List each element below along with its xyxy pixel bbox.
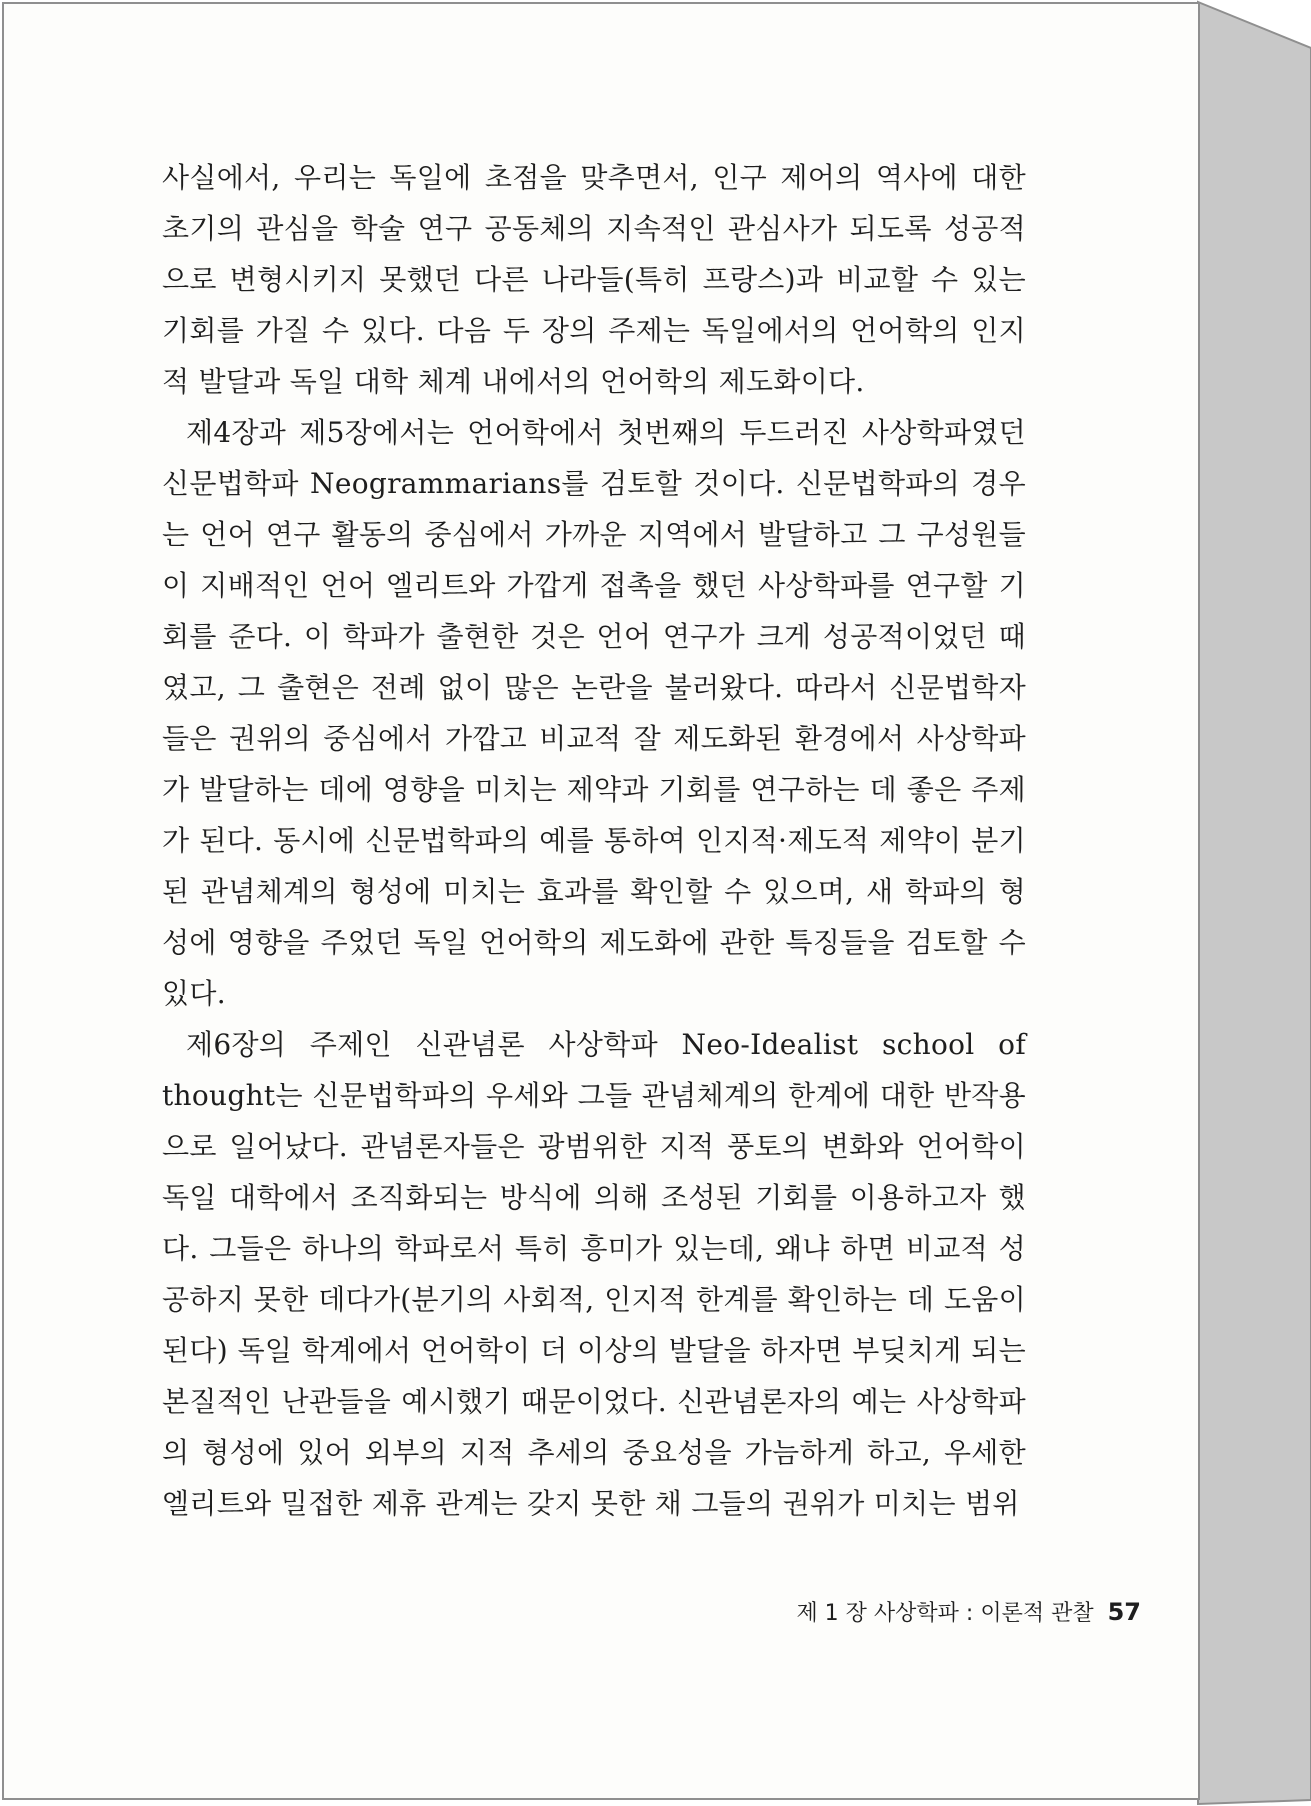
body-text — [162, 152, 1026, 1529]
paragraph-3: 제6장의 주제인 신관념론 사상학파 Neo-Idealist school of thought는 신문법학파의 우세와 그들 관념체계의 한계에 대한 반작용으로 일어났다. 관념론자들은 광범위한 지적 풍토의 변화와 언어학이 독일 대학에서 조직화되는 방식에 의해 조성된 기회를 이용하고자 했다. 그들은 하나의 학파로서 특히 흥미가 있는데, 왜냐 하면 비교적 성공하지 못한 데다가(분기의 사회적, 인지적 한계를 확인하는 데 도움이 된다) 독일 학계에서 언어학이 더 이상의 발달을 하자면 부딪치게 되는 본질적인 난관들을 예시했기 때문이었다. 신관념론자의 예는 사상학파의 형성에 있어 외부의 지적 추세의 중요성을 가늠하게 하고, 우세한 엘리트와 밀접한 제휴 관계는 갖지 못한 채 그들의 권위가 미치는 범위 — [162, 1028, 1026, 1520]
page-footer — [796, 1596, 1141, 1627]
paragraph-2: 제4장과 제5장에서는 언어학에서 첫번째의 두드러진 사상학파였던 신문법학파 Neogrammarians를 검토할 것이다. 신문법학파의 경우는 언어 연구 활동의 중심에서 가까운 지역에서 발달하고 그 구성원들이 지배적인 언어 엘리트와 가깝게 접촉을 했던 사상학파를 연구할 기회를 준다. 이 학파가 출현한 것은 언어 연구가 크게 성공적이었던 때였고, 그 출현은 전례 없이 많은 논란을 불러왔다. 따라서 신문법학자들은 권위의 중심에서 가깝고 비교적 잘 제도화된 환경에서 사상학파가 발달하는 데에 영향을 미치는 제약과 기회를 연구하는 데 좋은 주제가 된다. 동시에 신문법학파의 예를 통하여 인지적·제도적 제약이 분기된 관념체계의 형성에 미치는 효과를 확인할 수 있으며, 새 학파의 형성에 영향을 주었던 독일 언어학의 제도화에 관한 특징들을 검토할 수 있다. — [162, 416, 1026, 1010]
paragraph-1: 사실에서, 우리는 독일에 초점을 맞추면서, 인구 제어의 역사에 대한 초기의 관심을 학술 연구 공동체의 지속적인 관심사가 되도록 성공적으로 변형시키지 못했던 다른 나라들(특히 프랑스)과 비교할 수 있는 기회를 가질 수 있다. 다음 두 장의 주제는 독일에서의 언어학의 인지적 발달과 독일 대학 체계 내에서의 언어학의 제도화이다. — [162, 161, 1026, 398]
page-number: 57 — [1107, 1598, 1141, 1626]
book-side-shadow — [1198, 2, 1311, 1804]
running-head: 제 1 장 사상학파 : 이론적 관찰 — [796, 1601, 1094, 1626]
